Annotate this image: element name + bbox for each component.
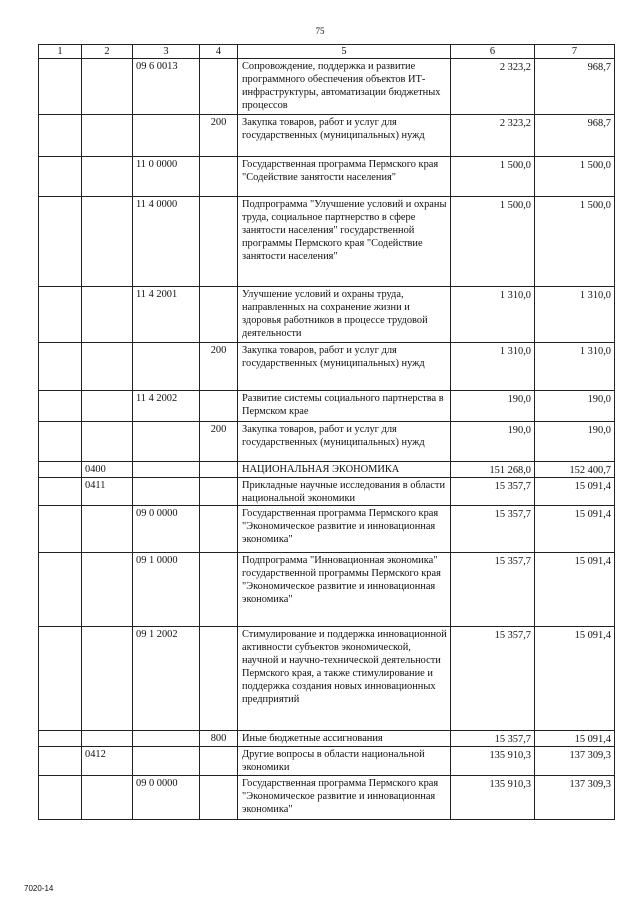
cell-target-code: 09 0 0000 <box>133 506 200 553</box>
cell-amount-year-2: 152 400,7 <box>535 462 615 478</box>
cell-expense-type <box>200 506 238 553</box>
cell-section-code <box>82 776 133 820</box>
cell-target-code: 09 6 0013 <box>133 59 200 115</box>
cell-amount-year-2: 137 309,3 <box>535 776 615 820</box>
column-header: 7 <box>535 45 615 59</box>
column-header: 2 <box>82 45 133 59</box>
cell-expense-type: 200 <box>200 343 238 391</box>
cell-expense-type: 200 <box>200 115 238 157</box>
cell-section-code <box>82 157 133 197</box>
cell-amount-year-1: 2 323,2 <box>451 115 535 157</box>
table-row <box>39 59 615 115</box>
cell-expense-type <box>200 59 238 115</box>
cell-amount-year-2: 1 500,0 <box>535 157 615 197</box>
cell-amount-year-1: 1 310,0 <box>451 343 535 391</box>
column-header: 6 <box>451 45 535 59</box>
cell-col-1 <box>39 627 82 731</box>
cell-section-code <box>82 731 133 747</box>
cell-section-code <box>82 287 133 343</box>
cell-amount-year-2: 1 310,0 <box>535 343 615 391</box>
cell-amount-year-1: 135 910,3 <box>451 776 535 820</box>
cell-description: Закупка товаров, работ и услуг для государственных (муниципальных) нужд <box>238 422 451 462</box>
table-row <box>39 553 615 627</box>
cell-amount-year-2: 137 309,3 <box>535 747 615 776</box>
cell-target-code <box>133 115 200 157</box>
table-row <box>39 747 615 776</box>
cell-col-1 <box>39 391 82 422</box>
cell-amount-year-1: 135 910,3 <box>451 747 535 776</box>
cell-description: Другие вопросы в области национальной экономики <box>238 747 451 776</box>
table-row <box>39 197 615 287</box>
cell-description: Подпрограмма "Улучшение условий и охраны труда, социальное партнерство в сфере занятости населения" государственной программы Пермского края "Содействие занятости населения" <box>238 197 451 287</box>
cell-expense-type <box>200 462 238 478</box>
cell-col-1 <box>39 462 82 478</box>
table-row <box>39 391 615 422</box>
cell-amount-year-2: 15 091,4 <box>535 478 615 506</box>
cell-expense-type <box>200 197 238 287</box>
cell-section-code <box>82 59 133 115</box>
table-row <box>39 287 615 343</box>
table-row <box>39 506 615 553</box>
cell-col-1 <box>39 776 82 820</box>
table-row <box>39 731 615 747</box>
column-header: 3 <box>133 45 200 59</box>
cell-amount-year-1: 15 357,7 <box>451 627 535 731</box>
cell-target-code: 11 4 2001 <box>133 287 200 343</box>
cell-col-1 <box>39 506 82 553</box>
cell-description: Прикладные научные исследования в области национальной экономики <box>238 478 451 506</box>
cell-description: Государственная программа Пермского края "Содействие занятости населения" <box>238 157 451 197</box>
cell-expense-type: 800 <box>200 731 238 747</box>
cell-col-1 <box>39 287 82 343</box>
cell-section-code <box>82 391 133 422</box>
table-row <box>39 627 615 731</box>
cell-amount-year-2: 190,0 <box>535 391 615 422</box>
cell-amount-year-2: 968,7 <box>535 115 615 157</box>
cell-target-code <box>133 462 200 478</box>
cell-amount-year-2: 190,0 <box>535 422 615 462</box>
cell-section-code <box>82 506 133 553</box>
cell-description: Закупка товаров, работ и услуг для государственных (муниципальных) нужд <box>238 343 451 391</box>
cell-target-code: 09 1 0000 <box>133 553 200 627</box>
cell-amount-year-1: 15 357,7 <box>451 478 535 506</box>
cell-amount-year-1: 15 357,7 <box>451 731 535 747</box>
cell-section-code <box>82 422 133 462</box>
cell-target-code <box>133 731 200 747</box>
cell-expense-type <box>200 478 238 506</box>
cell-description: Государственная программа Пермского края "Экономическое развитие и инновационная экономика" <box>238 506 451 553</box>
cell-expense-type: 200 <box>200 422 238 462</box>
cell-description: Развитие системы социального партнерства в Пермском крае <box>238 391 451 422</box>
cell-target-code <box>133 343 200 391</box>
cell-target-code: 11 4 0000 <box>133 197 200 287</box>
column-header: 4 <box>200 45 238 59</box>
cell-col-1 <box>39 553 82 627</box>
cell-col-1 <box>39 343 82 391</box>
cell-target-code: 09 0 0000 <box>133 776 200 820</box>
cell-section-code <box>82 343 133 391</box>
table-row <box>39 462 615 478</box>
cell-col-1 <box>39 59 82 115</box>
cell-col-1 <box>39 478 82 506</box>
column-header: 5 <box>238 45 451 59</box>
footer-code: 7020-14 <box>24 884 54 893</box>
cell-expense-type <box>200 747 238 776</box>
cell-amount-year-1: 2 323,2 <box>451 59 535 115</box>
cell-amount-year-1: 15 357,7 <box>451 506 535 553</box>
cell-col-1 <box>39 422 82 462</box>
cell-section-code <box>82 553 133 627</box>
cell-description: Государственная программа Пермского края "Экономическое развитие и инновационная экономика" <box>238 776 451 820</box>
cell-expense-type <box>200 287 238 343</box>
cell-target-code <box>133 422 200 462</box>
cell-col-1 <box>39 157 82 197</box>
cell-amount-year-1: 1 310,0 <box>451 287 535 343</box>
cell-amount-year-1: 15 357,7 <box>451 553 535 627</box>
cell-expense-type <box>200 553 238 627</box>
cell-expense-type <box>200 776 238 820</box>
cell-description: Сопровождение, поддержка и развитие программного обеспечения объектов ИТ-инфраструктуры, автоматизации бюджетных процессов <box>238 59 451 115</box>
cell-col-1 <box>39 731 82 747</box>
cell-amount-year-2: 1 310,0 <box>535 287 615 343</box>
cell-target-code <box>133 478 200 506</box>
cell-amount-year-1: 190,0 <box>451 391 535 422</box>
cell-amount-year-2: 15 091,4 <box>535 627 615 731</box>
table-row <box>39 422 615 462</box>
table-row <box>39 115 615 157</box>
cell-col-1 <box>39 747 82 776</box>
cell-target-code: 11 0 0000 <box>133 157 200 197</box>
cell-amount-year-2: 15 091,4 <box>535 731 615 747</box>
cell-amount-year-2: 15 091,4 <box>535 553 615 627</box>
cell-section-code <box>82 197 133 287</box>
cell-amount-year-2: 968,7 <box>535 59 615 115</box>
table-header-row <box>39 45 615 59</box>
table-row <box>39 478 615 506</box>
cell-description: Подпрограмма "Инновационная экономика" государственной программы Пермского края "Экономическое развитие и инновационная экономика" <box>238 553 451 627</box>
cell-amount-year-2: 15 091,4 <box>535 506 615 553</box>
cell-amount-year-1: 151 268,0 <box>451 462 535 478</box>
cell-target-code <box>133 747 200 776</box>
cell-amount-year-1: 1 500,0 <box>451 157 535 197</box>
cell-amount-year-2: 1 500,0 <box>535 197 615 287</box>
cell-expense-type <box>200 627 238 731</box>
table-row <box>39 157 615 197</box>
cell-description: Стимулирование и поддержка инновационной активности субъектов экономической, научной и научно-технической деятельности Пермского края, а также стимулирование и поддержка создания новых инновационных предприятий <box>238 627 451 731</box>
cell-amount-year-1: 190,0 <box>451 422 535 462</box>
budget-table <box>38 44 615 820</box>
page-number: 75 <box>315 26 325 36</box>
cell-amount-year-1: 1 500,0 <box>451 197 535 287</box>
cell-expense-type <box>200 391 238 422</box>
cell-description: НАЦИОНАЛЬНАЯ ЭКОНОМИКА <box>238 462 451 478</box>
cell-section-code: 0411 <box>82 478 133 506</box>
cell-col-1 <box>39 197 82 287</box>
cell-section-code: 0400 <box>82 462 133 478</box>
cell-section-code <box>82 115 133 157</box>
table-row <box>39 776 615 820</box>
table-row <box>39 343 615 391</box>
cell-col-1 <box>39 115 82 157</box>
cell-description: Улучшение условий и охраны труда, направленных на сохранение жизни и здоровья работников в процессе трудовой деятельности <box>238 287 451 343</box>
cell-description: Закупка товаров, работ и услуг для государственных (муниципальных) нужд <box>238 115 451 157</box>
cell-section-code <box>82 627 133 731</box>
column-header: 1 <box>39 45 82 59</box>
cell-target-code: 11 4 2002 <box>133 391 200 422</box>
cell-target-code: 09 1 2002 <box>133 627 200 731</box>
cell-section-code: 0412 <box>82 747 133 776</box>
cell-description: Иные бюджетные ассигнования <box>238 731 451 747</box>
cell-expense-type <box>200 157 238 197</box>
